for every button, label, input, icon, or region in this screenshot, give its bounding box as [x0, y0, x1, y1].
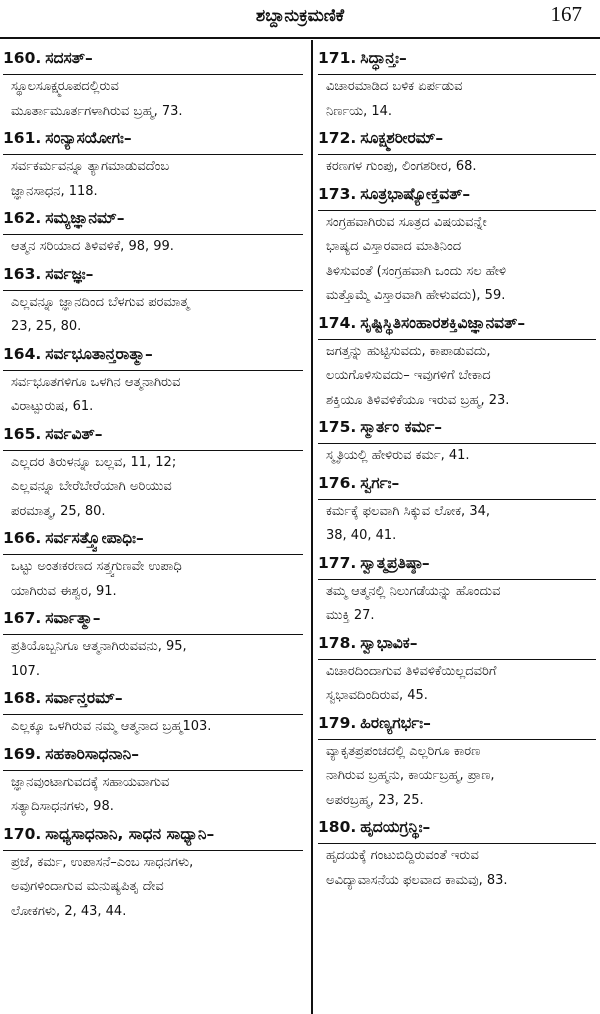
definition-line: ಸತ್ಯಾದಿಸಾಧನಗಳು, 98.: [11, 799, 114, 814]
index-entry: [318, 549, 596, 629]
entry-term: ಸಮ್ಯಜ್ಞಾನಮ್–: [45, 209, 125, 227]
index-entry: [3, 820, 303, 925]
entry-definition: [3, 771, 303, 820]
entry-definition: [318, 740, 596, 814]
index-entry: [3, 260, 303, 340]
definition-line: ಭಾಷ್ಯದ ವಿಸ್ತಾರವಾದ ಮಾತಿನಿಂದ: [326, 239, 462, 254]
entry-number: 161.: [3, 129, 42, 147]
entry-heading: [318, 180, 596, 211]
entry-number: 176.: [318, 473, 357, 492]
definition-line: ನಿರ್ಣಯ, 14.: [326, 103, 393, 119]
entry-heading: [3, 420, 303, 451]
definition-line: 23, 25, 80.: [11, 319, 82, 334]
index-entry: [318, 309, 596, 414]
definition-line: ಪ್ರತಿಯೊಬ್ಬನಿಗೂ ಆತ್ಮನಾಗಿರುವವನು, 95,: [11, 639, 187, 654]
definition-line: ಸರ್ವಕರ್ಮವನ್ನೂ ತ್ಯಾಗಮಾಡುವದೆಂಬ: [11, 159, 170, 174]
entry-definition: [3, 371, 303, 420]
entry-heading: [3, 604, 303, 635]
entry-heading: [318, 44, 596, 75]
entry-heading: [3, 124, 303, 155]
entry-term: ಸಹಕಾರಿಸಾಧನಾನಿ–: [45, 744, 140, 763]
definition-line: ಹೃದಯಕ್ಕೆ ಗಂಟುಬಿದ್ದಿರುವಂತೆ ಇರುವ: [326, 848, 479, 863]
definition-line: ವಿರಾಟ್ಪುರುಷ, 61.: [11, 399, 94, 414]
definition-line: ಜ್ಞಾನವುಂಟಾಗುವದಕ್ಕೆ ಸಹಾಯವಾಗುವ: [11, 774, 170, 790]
entry-number: 179.: [318, 713, 357, 732]
entry-definition: [3, 235, 303, 260]
entry-term: ಹೃದಯಗ್ರನ್ಥಿಃ–: [360, 818, 431, 836]
entry-number: 173.: [318, 184, 357, 203]
entry-definition: [3, 555, 303, 604]
entry-number: 172.: [318, 129, 357, 147]
definition-line: 107.: [11, 663, 40, 679]
entry-number: 162.: [3, 209, 42, 227]
entry-number: 169.: [3, 744, 42, 763]
entry-number: 180.: [318, 818, 357, 836]
entry-heading: [318, 813, 596, 844]
entry-definition: [3, 451, 303, 525]
index-entry: [3, 524, 303, 604]
entry-heading: [318, 549, 596, 580]
index-entry: [318, 709, 596, 814]
entry-heading: [3, 524, 303, 555]
definition-line: ಎಲ್ಲಕ್ಕೂ ಒಳಗಿರುವ ನಮ್ಮ ಆತ್ಮನಾದ ಬ್ರಹ್ಮ103.: [11, 719, 212, 734]
entry-term: ಸರ್ವವಿತ್–: [45, 424, 103, 443]
index-entry: [318, 813, 596, 893]
entry-term: ಸಾಧ್ಯಸಾಧನಾನಿ, ಸಾಧನ ಸಾಧ್ಯಾನಿ–: [45, 824, 215, 843]
entry-number: 165.: [3, 424, 42, 443]
entry-term: ಸ್ಮಾರ್ತಂ ಕರ್ಮ–: [360, 418, 443, 436]
entry-definition: [318, 580, 596, 629]
definition-line: ಒಟ್ಟು ಅಂತಃಕರಣದ ಸತ್ತ್ವಗುಣವೇ ಉಪಾಧಿ: [11, 559, 182, 574]
header-rule: [0, 37, 600, 39]
definition-line: ವ್ಯಾಕೃತಪ್ರಪಂಚದಲ್ಲಿ ಎಲ್ಲರಿಗೂ ಕಾರಣ: [326, 743, 481, 759]
entry-number: 160.: [3, 49, 42, 67]
running-title: ಶಬ್ದಾನುಕ್ರಮಣಿಕೆ: [255, 6, 345, 26]
left-column: [3, 44, 303, 1010]
entry-definition: [3, 75, 303, 124]
definition-line: ವಿಚಾರದಿಂದಾಗುವ ತಿಳಿವಳಿಕೆಯಿಲ್ಲದವರಿಗೆ: [326, 663, 497, 679]
entry-term: ಸದಸತ್–: [45, 49, 93, 67]
definition-line: ಅವುಗಳಿಂದಾಗುವ ಮನುಷ್ಯಪಿತೃ ದೇವ: [11, 879, 164, 894]
definition-line: ಸಂಗ್ರಹವಾಗಿರುವ ಸೂತ್ರದ ವಿಷಯವನ್ನೇ: [326, 214, 487, 230]
definition-line: ತಿಳಿಸುವಂತೆ (ಸಂಗ್ರಹವಾಗಿ ಒಂದು ಸಲ ಹೇಳಿ: [326, 263, 507, 279]
entry-definition: [318, 844, 596, 893]
definition-line: ಶಕ್ತಿಯೂ ತಿಳಿವಳಿಕೆಯೂ ಇರುವ ಬ್ರಹ್ಮ, 23.: [326, 392, 510, 408]
index-entry: [3, 740, 303, 820]
entry-term: ಸಿದ್ಧಾನ್ತಃ–: [360, 49, 407, 67]
definition-line: ಪ್ರಜೆ, ಕರ್ಮ, ಉಪಾಸನೆ–ಎಂಬ ಸಾಧನಗಳು,: [11, 854, 194, 870]
entry-heading: [318, 124, 596, 155]
entry-term: ಸೂಕ್ಷ್ಮಶರೀರಮ್–: [360, 129, 444, 147]
entry-term: ಹಿರಣ್ಯಗರ್ಭಃ–: [360, 713, 431, 732]
entry-definition: [318, 75, 596, 124]
definition-line: ಪರಮಾತ್ಮ, 25, 80.: [11, 503, 106, 519]
definition-line: ಮತ್ತೊಮ್ಮೆ ವಿಸ್ತಾರವಾಗಿ ಹೇಳುವದು), 59.: [326, 288, 506, 303]
definition-line: ಎಲ್ಲವನ್ನೂ ಬೇರೆಬೇರೆಯಾಗಿ ಅರಿಯುವ: [11, 479, 172, 494]
index-entry: [3, 420, 303, 525]
definition-line: ಯಾಗಿರುವ ಈಶ್ವರ, 91.: [11, 583, 117, 599]
entry-heading: [3, 260, 303, 291]
entry-term: ಸ್ವಾತ್ಮಪ್ರತಿಷ್ಠಾ–: [360, 553, 430, 572]
definition-line: ಮೂರ್ತಾಮೂರ್ತಗಳಾಗಿರುವ ಬ್ರಹ್ಮ, 73.: [11, 103, 183, 119]
entry-term: ಸರ್ವಾತ್ಮಾ–: [45, 609, 101, 627]
definition-line: ಮುಕ್ತಿ 27.: [326, 608, 375, 623]
entry-heading: [318, 469, 596, 500]
entry-heading: [3, 204, 303, 235]
index-entry: [318, 180, 596, 309]
entry-term: ಸ್ವಾಭಾವಿಕ–: [360, 633, 418, 652]
entry-number: 174.: [318, 313, 357, 332]
definition-line: ಸ್ಥೂಲಸೂಕ್ಷ್ಮರೂಪದಲ್ಲಿರುವ: [11, 79, 119, 94]
definition-line: ಅವಿದ್ಯಾವಾಸನೆಯ ಫಲವಾದ ಕಾಮವು, 83.: [326, 872, 508, 888]
entry-term: ಸರ್ವಭೂತಾನ್ತರಾತ್ಮಾ–: [45, 344, 153, 363]
entry-term: ಸರ್ವಸತ್ತ್ವೋಪಾಧಿಃ–: [45, 529, 144, 547]
entry-heading: [3, 740, 303, 771]
entry-definition: [3, 851, 303, 925]
definition-line: ನಾಗಿರುವ ಬ್ರಹ್ಮನು, ಕಾರ್ಯಬ್ರಹ್ಮ, ಪ್ರಾಣ,: [326, 768, 495, 783]
entry-term: ಸಂನ್ಯಾಸಯೋಗಃ–: [45, 129, 132, 147]
entry-number: 166.: [3, 529, 42, 547]
page-header: [0, 0, 600, 34]
index-entry: [3, 124, 303, 204]
page-number: 167: [550, 2, 582, 26]
definition-line: ಲೋಕಗಳು, 2, 43, 44.: [11, 903, 127, 919]
entry-number: 168.: [3, 689, 42, 707]
entry-heading: [318, 413, 596, 444]
column-divider: [311, 40, 313, 1014]
entry-heading: [318, 709, 596, 740]
entry-number: 163.: [3, 264, 42, 283]
entry-definition: [318, 500, 596, 549]
index-entry: [3, 604, 303, 684]
entry-number: 178.: [318, 633, 357, 652]
right-column: [318, 44, 596, 1010]
definition-line: ವಿಚಾರಮಾಡಿದ ಬಳಿಕ ಏರ್ಪಡುವ: [326, 79, 463, 94]
entry-term: ಸೃಷ್ಟಿಸ್ಥಿತಿಸಂಹಾರಶಕ್ತಿವಿಜ್ಞಾನವತ್–: [360, 313, 526, 332]
definition-line: ತಮ್ಮ ಆತ್ಮನಲ್ಲಿ ನಿಲುಗಡೆಯನ್ನು ಹೊಂದುವ: [326, 583, 501, 599]
index-entry: [318, 629, 596, 709]
entry-definition: [3, 715, 303, 740]
entry-number: 175.: [318, 418, 357, 436]
index-entry: [3, 204, 303, 260]
definition-line: ಜ್ಞಾನಸಾಧನ, 118.: [11, 183, 98, 199]
entry-definition: [3, 291, 303, 340]
definition-line: ಲಯಗೊಳಿಸುವದು– ಇವುಗಳಿಗೆ ಬೇಕಾದ: [326, 368, 491, 383]
entry-number: 177.: [318, 553, 357, 572]
entry-heading: [3, 44, 303, 75]
entry-heading: [3, 820, 303, 851]
entry-heading: [318, 629, 596, 660]
entry-heading: [3, 684, 303, 715]
entry-definition: [318, 155, 596, 180]
index-entry: [318, 44, 596, 124]
definition-line: ಎಲ್ಲವನ್ನೂ ಜ್ಞಾನದಿಂದ ಬೆಳಗುವ ಪರಮಾತ್ಮ: [11, 294, 190, 310]
entry-number: 170.: [3, 824, 42, 843]
entry-number: 167.: [3, 609, 42, 627]
definition-line: 38, 40, 41.: [326, 528, 397, 543]
entry-term: ಸೂತ್ರಭಾಷ್ಯೋಕ್ತವತ್–: [360, 184, 471, 203]
definition-line: ಎಲ್ಲದರ ತಿರುಳನ್ನೂ ಬಲ್ಲವ, 11, 12;: [11, 454, 177, 470]
entry-definition: [3, 155, 303, 204]
definition-line: ಜಗತ್ತನ್ನು ಹುಟ್ಟಿಸುವದು, ಕಾಪಾಡುವದು,: [326, 343, 491, 359]
entry-number: 164.: [3, 344, 42, 363]
entry-term: ಸ್ವರ್ಗಃ–: [360, 473, 400, 492]
definition-line: ಸ್ಮೃತಿಯಲ್ಲಿ ಹೇಳಿರುವ ಕರ್ಮ, 41.: [326, 448, 470, 463]
definition-line: ಆತ್ಮನ ಸರಿಯಾದ ತಿಳಿವಳಿಕೆ, 98, 99.: [11, 239, 174, 254]
definition-line: ಸ್ವಭಾವದಿಂದಿರುವ, 45.: [326, 688, 428, 703]
entry-number: 171.: [318, 49, 357, 67]
index-entry: [3, 340, 303, 420]
entry-definition: [3, 635, 303, 684]
index-entry: [318, 124, 596, 180]
index-entry: [318, 413, 596, 469]
definition-line: ಅಪರಬ್ರಹ್ಮ, 23, 25.: [326, 792, 424, 808]
entry-term: ಸರ್ವಾನ್ತರಮ್–: [45, 689, 123, 707]
definition-line: ಕರ್ಮಕ್ಕೆ ಫಲವಾಗಿ ಸಿಕ್ಕುವ ಲೋಕ, 34,: [326, 503, 490, 519]
index-entry: [318, 469, 596, 549]
index-entry: [3, 44, 303, 124]
entry-definition: [318, 340, 596, 414]
entry-definition: [318, 444, 596, 469]
entry-heading: [3, 340, 303, 371]
definition-line: ಸರ್ವಭೂತಗಳಿಗೂ ಒಳಗಿನ ಆತ್ಮನಾಗಿರುವ: [11, 374, 181, 390]
index-entry: [3, 684, 303, 740]
definition-line: ಕರಣಗಳ ಗುಂಪು, ಲಿಂಗಶರೀರ, 68.: [326, 159, 477, 174]
entry-term: ಸರ್ವಜ್ಞಃ–: [45, 264, 94, 283]
entry-definition: [318, 211, 596, 309]
entry-heading: [318, 309, 596, 340]
entry-definition: [318, 660, 596, 709]
